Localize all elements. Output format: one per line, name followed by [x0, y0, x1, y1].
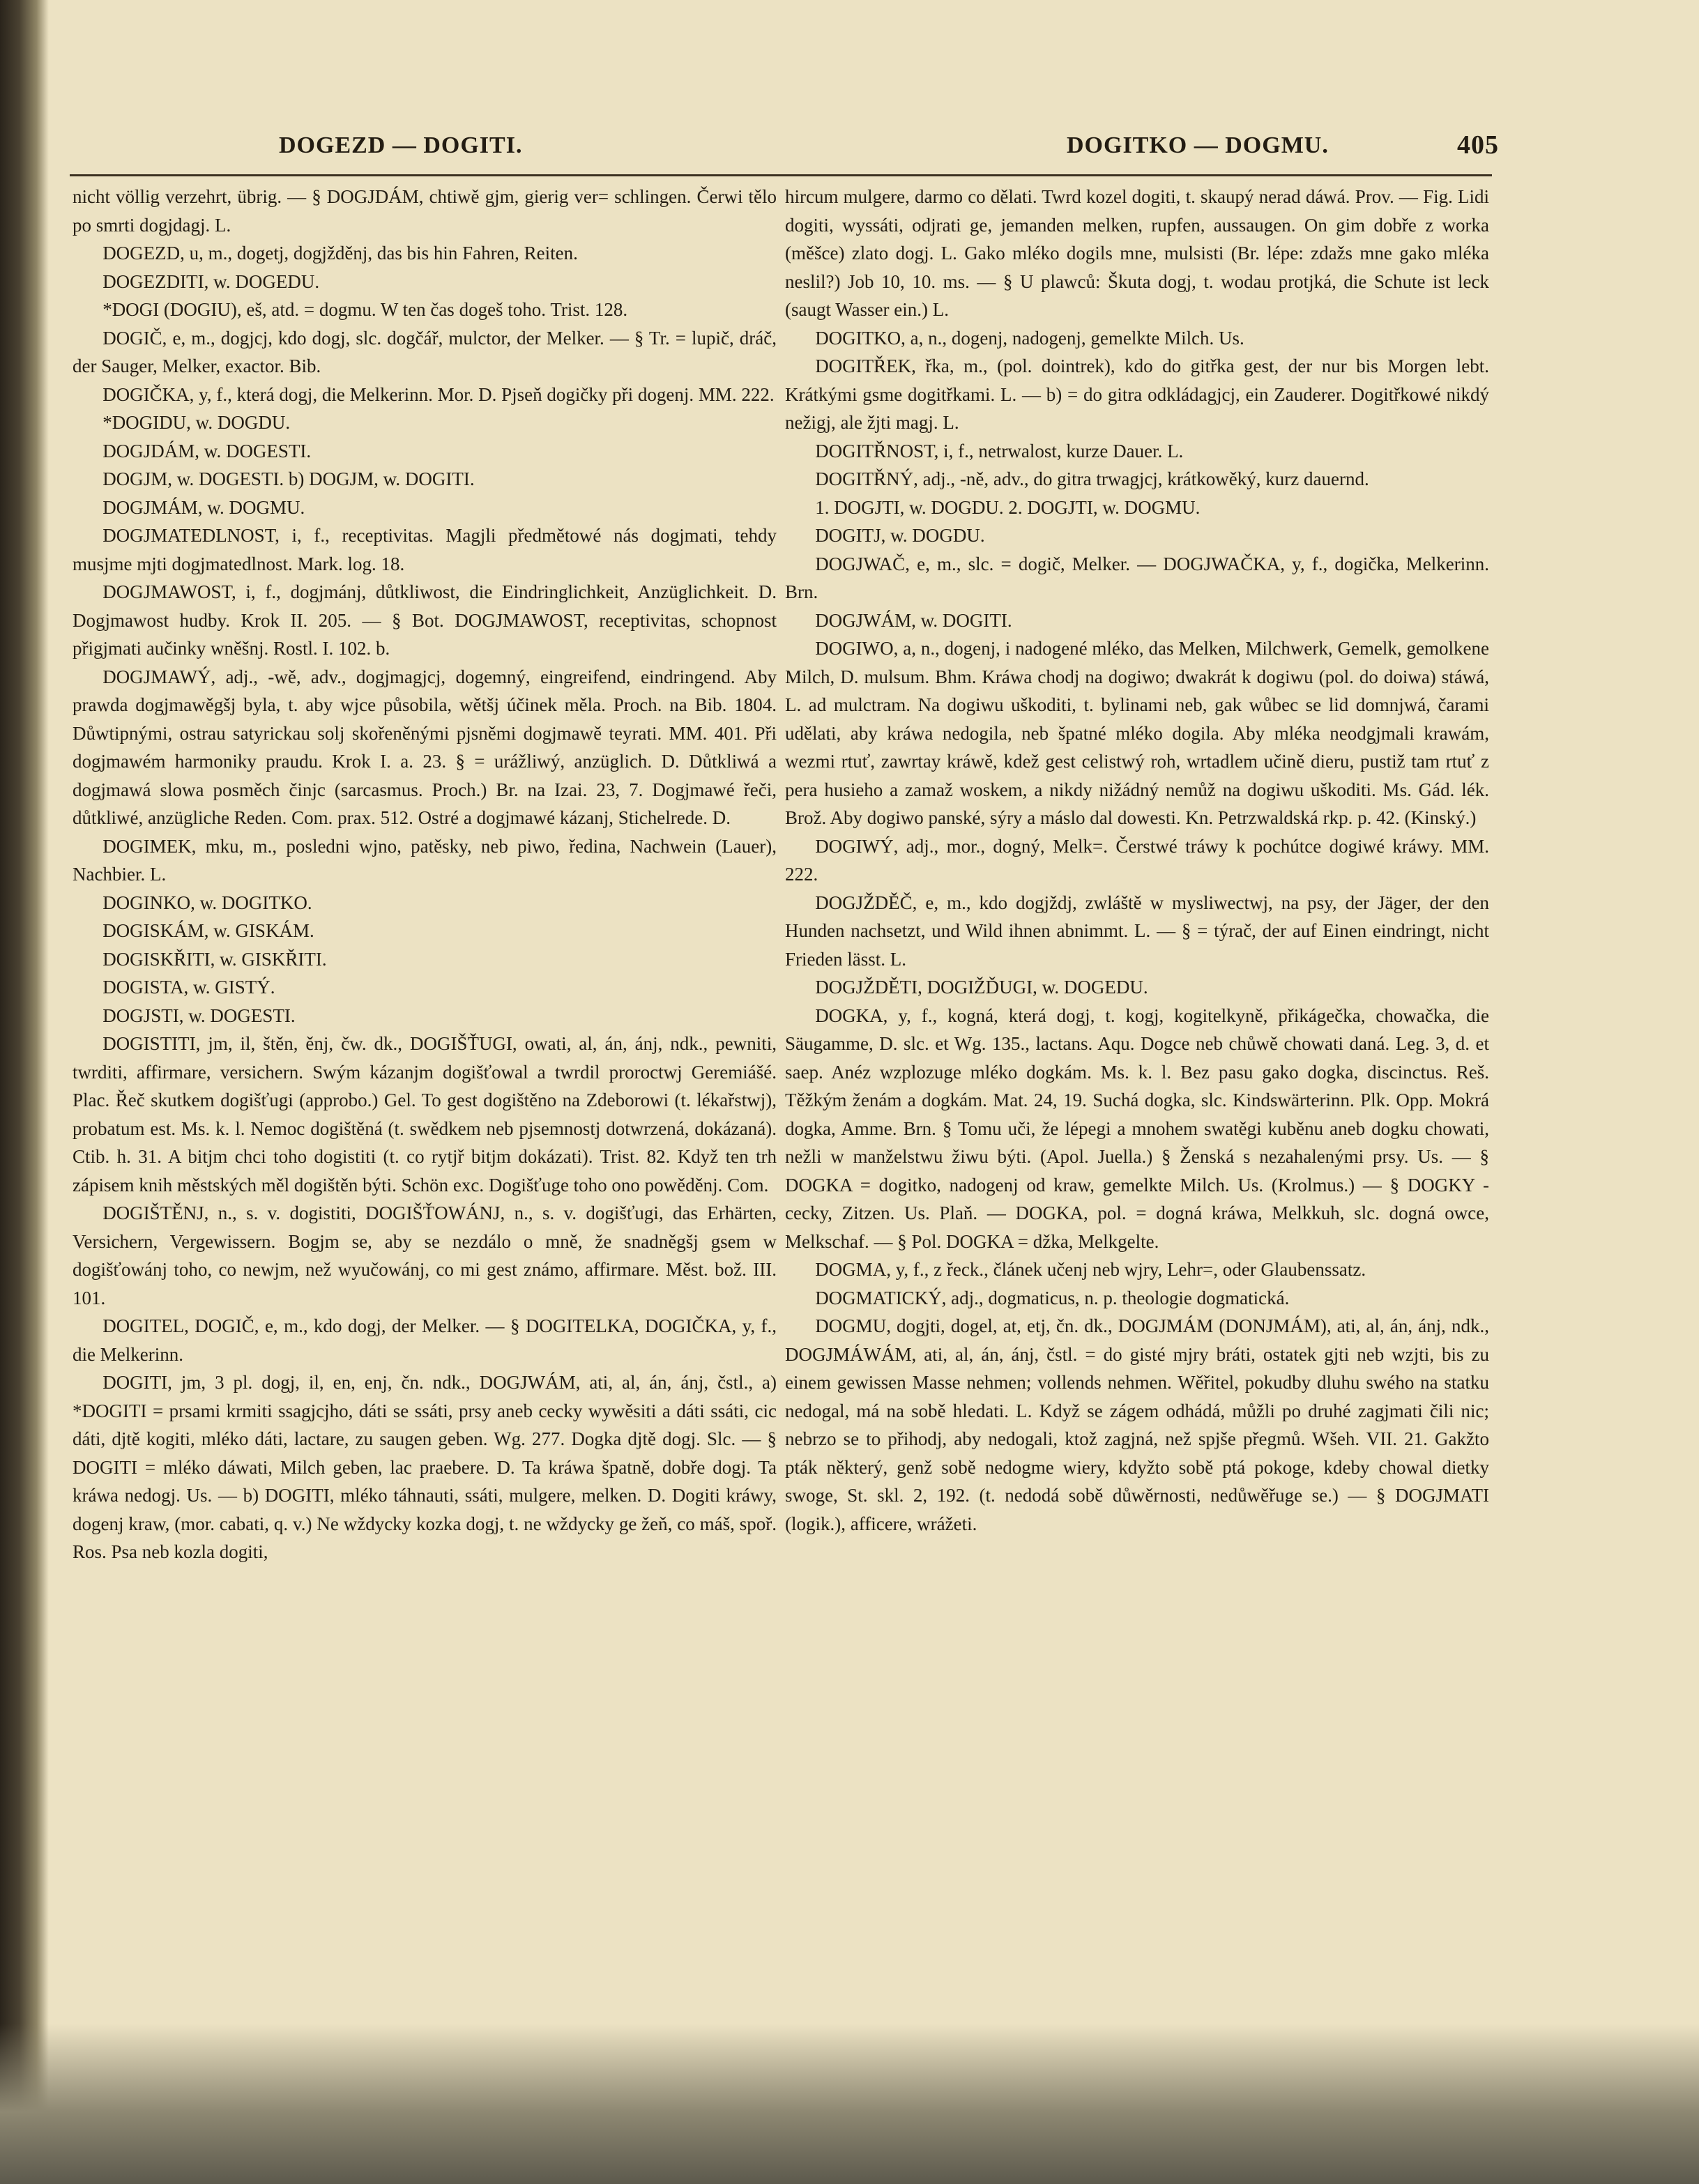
entry-paragraph: DOGMA, y, f., z řeck., článek učenj neb wjry, Lehr=, oder Glaubenssatz. [815, 1259, 1366, 1280]
left-column [73, 183, 777, 2065]
entry-paragraph: DOGJM, w. DOGESTI. b) DOGJM, w. DOGITI. [102, 468, 475, 489]
entry-paragraph: DOGMU, dogjti, dogel, at, etj, čn. dk., DOGJMÁM (DONJMÁM), ati, al, án, ánj, ndk., DOGJMÁWÁM, ati, al, án, ánj, čstl. = do gisté mjry bráti, ostatek gjti neb wzjti, bis zu einem gewissen Masse nehmen; vollends nehmen. Wěřitel, pokudby dluhu swého na statku nedogal, má na sobě hledati. L. Když se zágem odhádá, můžli po druhé zagjmati čili nic; nebrzo se to přihodj, aby nedogali, ktož zagjná, než spjše přegmů. Wšeh. VII. 21. Gakžto pták některý, genž sobě nedogme wiery, kdyžto sobě ptá pokoge, kdeby chowal dietky swoge, St. skl. 2, 192. (t. nedodá sobě důwěrnosti, nedůwěřuge se.) — § DOGJMATI (logik.), afficere, wrážeti. [785, 1315, 1489, 1534]
entry-paragraph: DOGJSTI, w. DOGESTI. [102, 1005, 296, 1026]
entry-paragraph: DOGITEL, DOGIČ, e, m., kdo dogj, der Melker. — § DOGITELKA, DOGIČKA, y, f., die Melkerinn. [73, 1315, 777, 1365]
entry-paragraph: DOGITŘNÝ, adj., -ně, adv., do gitra trwagjcj, krátkowěký, kurz dauernd. [815, 468, 1369, 489]
entry-paragraph: DOGIMEK, mku, m., posledni wjno, patěsky, neb piwo, ředina, Nachwein (Lauer), Nachbier. L. [73, 835, 777, 885]
entry-paragraph: DOGITŘNOST, i, f., netrwalost, kurze Dauer. L. [815, 440, 1184, 461]
entry-paragraph: 1. DOGJTI, w. DOGDU. 2. DOGJTI, w. DOGMU. [815, 496, 1201, 518]
entry-paragraph: DOGITJ, w. DOGDU. [815, 525, 985, 546]
entry-paragraph: *DOGI (DOGIU), eš, atd. = dogmu. W ten čas dogeš toho. Trist. 128. [102, 299, 628, 320]
entry-paragraph: DOGISKÁM, w. GISKÁM. [102, 920, 314, 941]
entry-paragraph: DOGIŠTĚNJ, n., s. v. dogistiti, DOGIŠŤOWÁNJ, n., s. v. dogišťugi, das Erhärten, Versichern, Vergewissern. Bogjm se, aby se nezdálo o mně, že snadněgšj gsem w dogišťowánj toho, co newjm, než wyučowánj, co mi gest známo, affirmare. Měst. bož. III. 101. [73, 1202, 777, 1308]
entry-paragraph: DOGITŘEK, řka, m., (pol. dointrek), kdo do gitřka gest, der nur bis Morgen lebt. Krátkými gsme dogitřkami. L. — b) = do gitra odkládagjcj, ein Zauderer. Dogitřkowé nikdý nežigj, ale žjti magj. L. [785, 356, 1489, 433]
book-spine-shadow [0, 0, 49, 2184]
entry-paragraph: DOGISTITI, jm, il, štěn, ěnj, čw. dk., DOGIŠŤUGI, owati, al, án, ánj, ndk., pewniti, twrditi, affirmare, versichern. Swým kázanjm dogišťowal a twrdil proroctwj Geremiášé. Plac. Řeč skutkem dogišťugi (approbo.) Gel. To gest dogištěno na Zdeborowi (t. lékařstwj), probatum est. Ms. k. l. Nemoc dogištěná (t. swědkem neb pjsemnostj dotwrzená, dokázaná). Ctib. h. 31. A bitjm chci toho dogistiti (t. co rytjř bitjm dokázati). Trist. 82. Když ten trh zápisem knih městských měl dogištěn býti. Schön exc. Dogišťuge toho ono powěděnj. Com. [73, 1033, 777, 1196]
entry-paragraph: nicht völlig verzehrt, übrig. — § DOGJDÁM, chtiwě gjm, gierig ver= schlingen. Čerwi tělo po smrti dogjdagj. L. [73, 186, 777, 236]
page-number: 405 [1457, 130, 1499, 160]
entry-paragraph: DOGJDÁM, w. DOGESTI. [102, 440, 312, 461]
right-column [785, 183, 1489, 2065]
entry-paragraph: *DOGIDU, w. DOGDU. [102, 412, 291, 433]
entry-paragraph: DOGISTA, w. GISTÝ. [102, 977, 275, 998]
entry-paragraph: DOGITI, jm, 3 pl. dogj, il, en, enj, čn. ndk., DOGJWÁM, ati, al, án, ánj, čstl., a) *DOGITI = prsami krmiti ssagjcjho, dáti se ssáti, prsy aneb cecky wywěsiti a dáti ssáti, cic dáti, djtě kogiti, mléko dáti, lactare, zu saugen geben. Wg. 277. Dogka djtě dogj. Slc. — § DOGITI = mléko dáwati, Milch geben, lac praebere. D. Ta kráwa špatně, dobře dogj. Ta kráwa nedogj. Us. — b) DOGITI, mléko táhnauti, ssáti, mulgere, melken. D. Dogiti kráwy, dogenj kraw, (mor. cabati, q. v.) Ne wždycky kozka dogj, t. ne wždycky ge žeň, co máš, spoř. Ros. Psa neb kozla dogiti, [73, 1372, 777, 1562]
entry-paragraph: DOGJMATEDLNOST, i, f., receptivitas. Magjli předmětowé nás dogjmati, tehdy musjme mjti dogjmatedlnost. Mark. log. 18. [73, 525, 777, 574]
running-head-left: DOGEZD — DOGITI. [279, 132, 523, 158]
entry-paragraph: DOGEZD, u, m., dogetj, dogjžděnj, das bis hin Fahren, Reiten. [102, 243, 578, 264]
entry-paragraph: DOGJŽDĚTI, DOGIŽĎUGI, w. DOGEDU. [815, 977, 1148, 998]
page-bottom-shadow [0, 2024, 1699, 2184]
entry-paragraph: DOGKA, y, f., kogná, která dogj, t. kogj, kogitelkyně, přikágečka, chowačka, die Säugamme, D. slc. et Wg. 135., lactans. Aqu. Dogce neb chůwě chowati daná. Leg. 3, d. et saep. Anéz wzplozuge mléko dogkám. Ms. k. l. Bez pasu gako dogka, discinctus. Reš. Těžkým ženám a dogkám. Mat. 24, 19. Suchá dogka, slc. Kindswärterinn. Plk. Opp. Mokrá dogka, Amme. Brn. § Tomu uči, že lépegi a mnohem swatěgi kuběnu aneb dogku chowati, nežli w manželstwu žiwu býti. (Apol. Juella.) § Ženská s nezahalenými prsy. Us. — § DOGKA = dogitko, nadogenj od kraw, gemelkte Milch. Us. (Krolmus.) — § DOGKY - cecky, Zitzen. Us. Plaň. — DOGKA, pol. = dogná kráwa, Melkkuh, slc. dogná owce, Melkschaf. — § Pol. DOGKA = džka, Melkgelte. [785, 1005, 1489, 1252]
entry-paragraph: DOGJŽDĚČ, e, m., kdo dogjždj, zwláště w mysliwectwj, na psy, der Jäger, der den Hunden nachsetzt, und Wild ihnen abnimmt. L. — § = týrač, der auf Einen eindringt, nicht Frieden lässt. L. [785, 892, 1489, 970]
entry-paragraph: DOGISKŘITI, w. GISKŘITI. [102, 948, 327, 970]
running-head-right: DOGITKO — DOGMU. [1067, 132, 1329, 158]
entry-paragraph: DOGIČKA, y, f., která dogj, die Melkerinn. Mor. D. Pjseň dogičky při dogenj. MM. 222. [102, 383, 775, 405]
running-header [70, 132, 1506, 167]
entry-paragraph: DOGJMAWOST, i, f., dogjmánj, důtkliwost, die Eindringlichkeit, Anzüglichkeit. D. Dogjmawost hudby. Krok II. 205. — § Bot. DOGJMAWOST, receptivitas, schopnost přigjmati aučinky wněšnj. Rostl. I. 102. b. [73, 581, 777, 659]
entry-paragraph: DOGJWÁM, w. DOGITI. [815, 609, 1012, 631]
entry-paragraph: DOGIWO, a, n., dogenj, i nadogené mléko, das Melken, Milchwerk, Gemelk, gemolkene Milch, D. mulsum. Bhm. Kráwa chodj na dogiwo; dwakrát k dogiwu (pol. do doiwa) stáwá, L. ad mulctram. Na dogiwu uškoditi, t. bylinami neb, gak wůbec se lid domnjwá, čarami udělati, aby kráwa nedogila, neb špatné mléko dogila. Aby mléka neodgjmali krawám, wezmi rtuť, zawrtay kráwě, kdež gest celistwý roh, wrtadlem učině dieru, pustiž tam rtuť z pera husieho a zamaž woskem, a nikdy nižádný nemůž na dogiwu uškoditi. Ms. Gád. lék. Brož. Aby dogiwo panské, sýry a máslo dal dowesti. Kn. Petrzwaldská rkp. p. 42. (Kinský.) [785, 638, 1489, 828]
entry-paragraph: DOGIWÝ, adj., mor., dogný, Melk=. Čerstwé tráwy k pochútce dogiwé kráwy. MM. 222. [785, 835, 1489, 885]
entry-paragraph: DOGJMAWÝ, adj., -wě, adv., dogjmagjcj, dogemný, eingreifend, eindringend. Aby prawda dogjmawěgšj byla, t. aby wjce působila, wětšj účinek měla. Proch. na Bib. 1804. Důwtipnými, ostrau satyrickau solj skořeněnými pjsněmi dogjmawě teyrati. MM. 401. Při dogjmawém harmoniky praudu. Krok I. a. 23. § = urážliwý, anzüglich. D. Důtkliwá a dogjmawá slowa posměch činjc (sarcasmus. Proch.) Br. na Izai. 23, 7. Dogjmawé řeči, důtkliwé, anzügliche Reden. Com. prax. 512. Ostré a dogjmawé kázanj, Stichelrede. D. [73, 666, 777, 828]
entry-paragraph: DOGITKO, a, n., dogenj, nadogenj, gemelkte Milch. Us. [815, 327, 1244, 349]
entry-paragraph: DOGINKO, w. DOGITKO. [102, 892, 312, 913]
entry-paragraph: DOGMATICKÝ, adj., dogmaticus, n. p. theologie dogmatická. [815, 1287, 1290, 1308]
header-rule [70, 174, 1492, 176]
entry-paragraph: hircum mulgere, darmo co dělati. Twrd kozel dogiti, t. skaupý nerad dáwá. Prov. — Fig. Lidi dogiti, wyssáti, odjrati ge, jemanden melken, rupfen, aussaugen. On gim dobře z worka (měšce) zlato dogj. L. Gako mléko dogils mne, mulsisti (Br. lépe: zdažs mne gako mléka neslil?) Job 10, 10. ms. — § U plawců: Škuta dogj, t. wodau protjká, die Schute ist leck (saugt Wasser ein.) L. [785, 186, 1489, 320]
entry-paragraph: DOGIČ, e, m., dogjcj, kdo dogj, slc. dogčář, mulctor, der Melker. — § Tr. = lupič, dráč, der Sauger, Melker, exactor. Bib. [73, 327, 777, 376]
entry-paragraph: DOGJMÁM, w. DOGMU. [102, 496, 305, 518]
entry-paragraph: DOGJWAČ, e, m., slc. = dogič, Melker. — DOGJWAČKA, y, f., dogička, Melkerinn. Brn. [785, 553, 1489, 602]
entry-paragraph: DOGEZDITI, w. DOGEDU. [102, 270, 320, 292]
